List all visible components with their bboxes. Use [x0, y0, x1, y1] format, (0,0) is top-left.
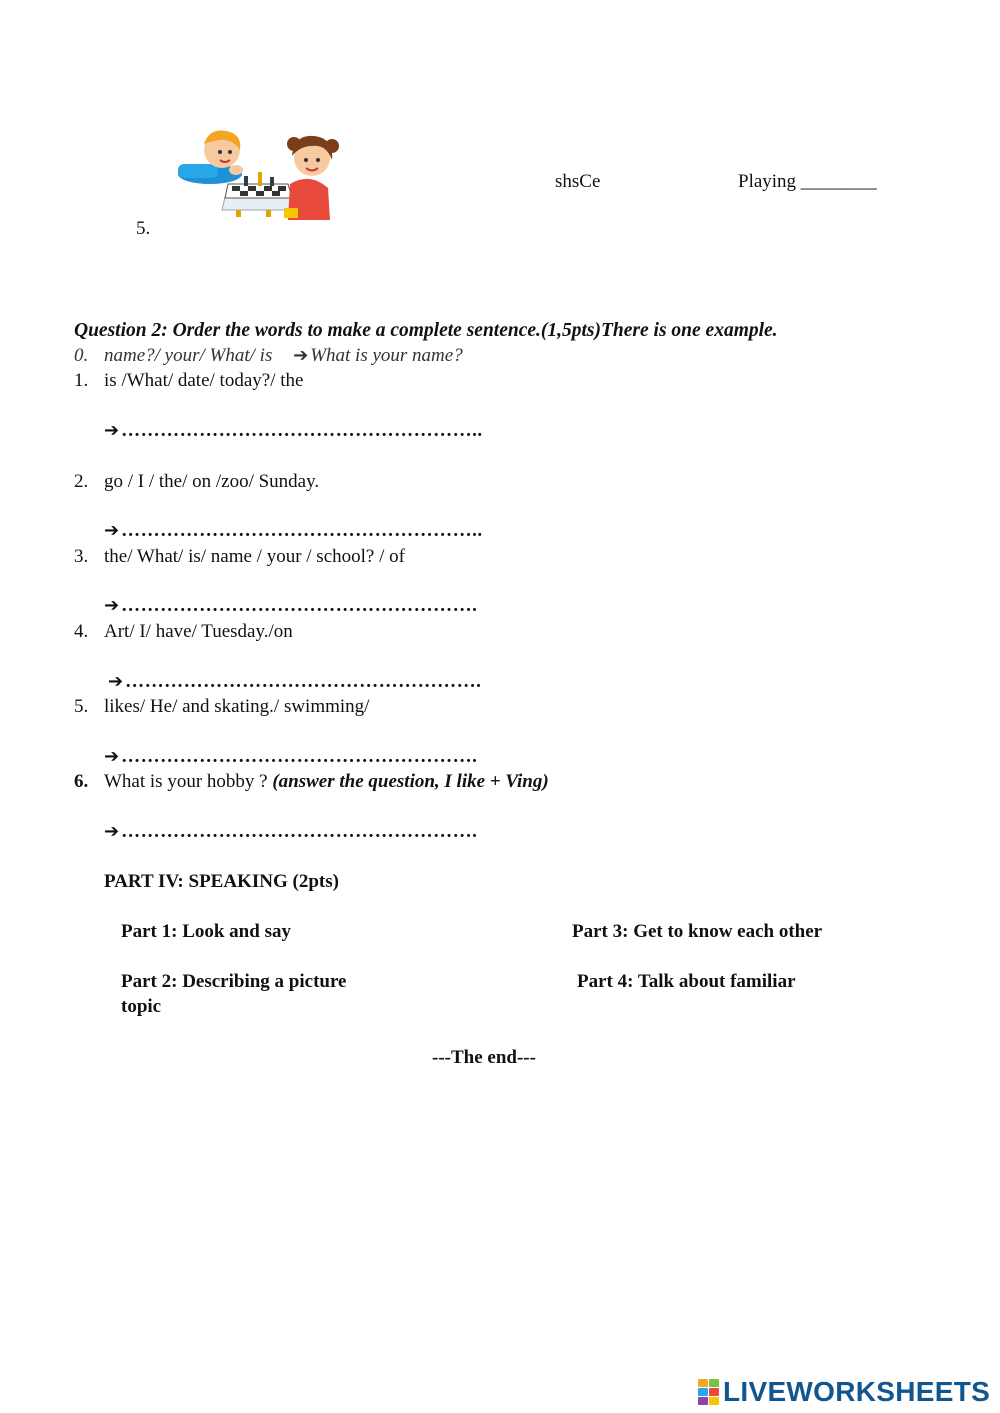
item-words: likes/ He/ and skating./ swimming/ [104, 696, 370, 717]
list-item [74, 696, 369, 718]
speaking-part2-wrap: topic [121, 996, 162, 1017]
arrow-icon: ➔ [104, 746, 120, 767]
list-item [74, 621, 293, 643]
question2-heading: Question 2: Order the words to make a complete sentence.(1,5pts)There is one example. [74, 320, 778, 341]
item-number: 3. [74, 546, 89, 567]
item-words: is /What/ date/ today?/ the [104, 370, 304, 391]
item-note: (answer the question, I like + Ving) [272, 771, 549, 792]
answer-line[interactable]: ➔ ………………………………………………. [108, 671, 482, 692]
item-number: 4. [74, 621, 89, 642]
example-words: name?/ your/ What/ is [104, 345, 273, 366]
list-item [74, 370, 303, 392]
speaking-part1: Part 1: Look and say [121, 921, 291, 942]
answer-prompt-playing[interactable]: Playing ________ [738, 171, 877, 192]
item-number: 6. [74, 771, 89, 792]
scrambled-word: shsCe [555, 171, 601, 192]
item-number: 5. [74, 696, 89, 717]
brand-name: LIVEWORKSHEETS [723, 1376, 991, 1407]
arrow-icon: ➔ [104, 520, 120, 541]
answer-line[interactable]: ➔ ……………………………………………….. [104, 520, 483, 541]
speaking-part3: Part 3: Get to know each other [572, 921, 823, 942]
the-end: ---The end--- [432, 1047, 536, 1068]
item-words: Art/ I/ have/ Tuesday./on [104, 621, 293, 642]
list-item [74, 546, 405, 568]
item-words: go / I / the/ on /zoo/ Sunday. [104, 471, 320, 492]
arrow-icon: ➔ [104, 821, 120, 842]
speaking-title: PART IV: SPEAKING (2pts) [104, 871, 339, 892]
arrow-icon: ➔ [108, 671, 124, 692]
item-number: 2. [74, 471, 89, 492]
item-words: the/ What/ is/ name / your / school? / of [104, 546, 405, 567]
list-item [74, 771, 549, 793]
speaking-part4: Part 4: Talk about familiar [577, 971, 796, 992]
answer-line[interactable]: ➔ ………………………………………………. [104, 595, 478, 616]
speaking-part2: Part 2: Describing a picture [121, 971, 347, 992]
arrow-icon: ➔ [104, 595, 120, 616]
answer-line[interactable]: ➔ ………………………………………………. [104, 746, 478, 767]
example-number: 0. [74, 345, 89, 366]
arrow-icon: ➔ [293, 345, 309, 366]
example-answer: What is your name? [310, 345, 463, 366]
answer-line[interactable]: ➔ ………………………………………………. [104, 821, 478, 842]
example-row [74, 345, 463, 367]
liveworksheets-blocks-icon [698, 1379, 720, 1405]
list-item [74, 471, 319, 493]
liveworksheets-logo [698, 1376, 990, 1408]
answer-line[interactable]: ➔ ……………………………………………….. [104, 420, 483, 441]
item-number: 1. [74, 370, 89, 391]
arrow-icon: ➔ [104, 420, 120, 441]
item-words: What is your hobby ? [104, 771, 273, 792]
item-number: 5. [136, 218, 151, 239]
kids-playing-chess-illustration [170, 122, 345, 227]
